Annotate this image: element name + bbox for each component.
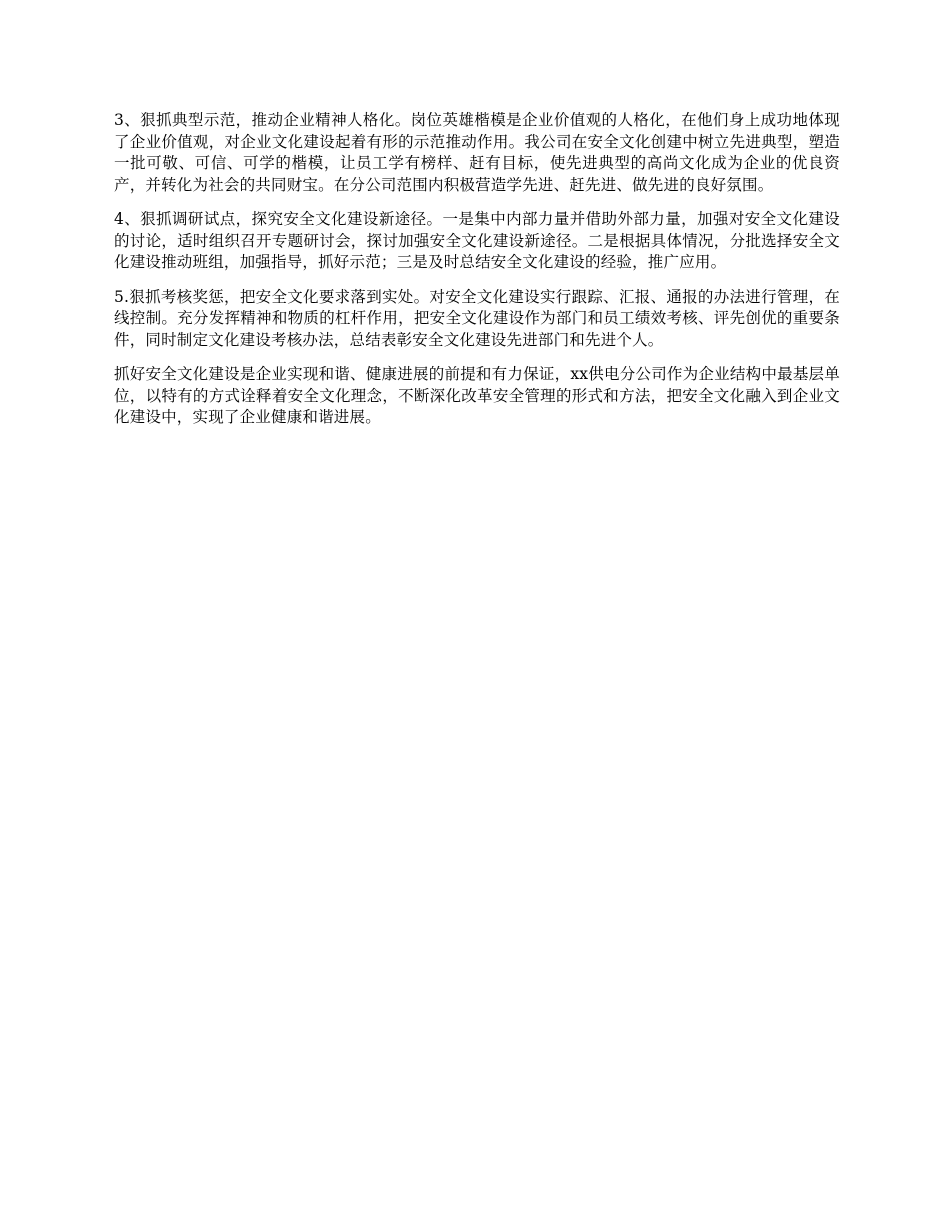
paragraph-4-research-pilot: 4、狠抓调研试点，探究安全文化建设新途径。一是集中内部力量并借助外部力量，加强对安全文化建设的讨论，适时组织召开专题研讨会，探讨加强安全文化建设新途径。二是根据具体情况，分批选择安全文化建设推动班组，加强指导，抓好示范；三是及时总结安全文化建设的经验，推广应用。 <box>114 210 840 271</box>
paragraph-5-assessment-rewards: 5.狠抓考核奖惩，把安全文化要求落到实处。对安全文化建设实行跟踪、汇报、通报的办法进行管理，在线控制。充分发挥精神和物质的杠杆作用，把安全文化建设作为部门和员工绩效考核、评先创优的重要条件，同时制定文化建设考核办法，总结表彰安全文化建设先进部门和先进个人。 <box>114 287 840 349</box>
paragraph-conclusion: 抓好安全文化建设是企业实现和谐、健康进展的前提和有力保证，xx供电分公司作为企业结构中最基层单位，以特有的方式诠释着安全文化理念，不断深化改革安全管理的形式和方法，把安全文化融入到企业文化建设中，实现了企业健康和谐进展。 <box>114 365 840 426</box>
document-body <box>114 110 840 442</box>
paragraph-3-typical-demonstration: 3、狠抓典型示范，推动企业精神人格化。岗位英雄楷模是企业价值观的人格化，在他们身上成功地体现了企业价值观，对企业文化建设起着有形的示范推动作用。我公司在安全文化创建中树立先进典型，塑造一批可敬、可信、可学的楷模，让员工学有榜样、赶有目标，使先进典型的高尚文化成为企业的优良资产，并转化为社会的共同财宝。在分公司范围内积极营造学先进、赶先进、做先进的良好氛围。 <box>114 111 840 194</box>
